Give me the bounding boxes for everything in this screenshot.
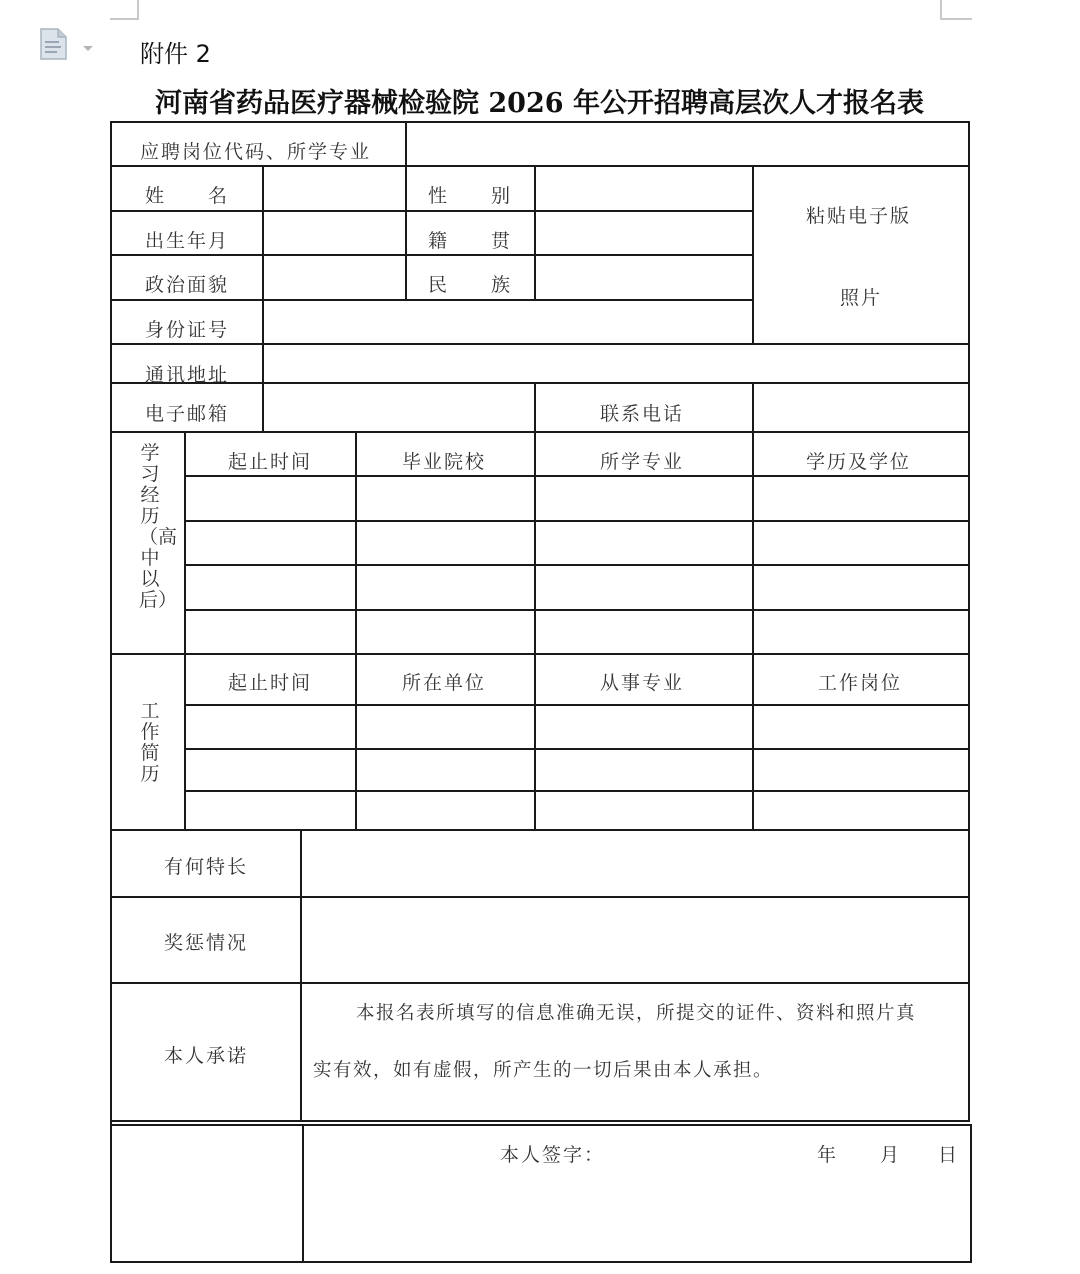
ethnicity-field[interactable]	[537, 257, 751, 298]
specialty-field[interactable]	[303, 832, 967, 895]
id-number-field[interactable]	[265, 302, 751, 342]
name-label: 姓 名	[145, 185, 230, 207]
rule	[110, 982, 970, 984]
rule	[110, 896, 970, 898]
rule	[968, 121, 970, 1122]
rule	[110, 829, 970, 831]
rule	[110, 1120, 970, 1122]
edu-col-degree: 学历及学位	[806, 451, 912, 473]
form-title: 河南省药品医疗器械检验院 2026 年公开招聘高层次人才报名表	[155, 88, 924, 119]
address-field[interactable]	[265, 346, 967, 381]
rule	[110, 653, 970, 655]
work-section-label: 工作简历	[140, 700, 160, 785]
rule	[110, 343, 970, 345]
gender-field[interactable]	[537, 168, 751, 209]
political-status-label: 政治面貌	[145, 274, 230, 296]
rule	[184, 704, 970, 706]
education-entry-area[interactable]	[187, 478, 967, 652]
signature-month: 月	[880, 1144, 902, 1166]
rule	[184, 475, 970, 477]
position-code-field[interactable]	[408, 124, 967, 164]
rule	[110, 431, 970, 433]
birth-label: 出生年月	[145, 230, 230, 252]
work-col-field: 从事专业	[600, 672, 685, 694]
awards-label: 奖惩情况	[164, 932, 249, 954]
education-section-label: 学习经历（高中以后）	[139, 442, 178, 611]
signature-day: 日	[938, 1144, 960, 1166]
signature-label: 本人签字：	[500, 1144, 606, 1166]
signature-field[interactable]	[305, 1127, 969, 1260]
edu-col-period: 起止时间	[228, 451, 313, 473]
photo-label-line2: 照片	[840, 287, 883, 309]
edu-col-major: 所学专业	[600, 451, 685, 473]
rule	[110, 1124, 972, 1126]
rule	[405, 165, 407, 299]
work-entry-area[interactable]	[187, 707, 967, 828]
rule	[110, 121, 112, 1263]
email-label: 电子邮箱	[145, 403, 230, 425]
gender-label: 性 别	[428, 185, 513, 207]
pledge-text-line2: 实有效，如有虚假，所产生的一切后果由本人承担。	[313, 1060, 774, 1081]
address-label: 通讯地址	[145, 364, 230, 386]
rule	[300, 829, 302, 1122]
document-icon[interactable]	[38, 28, 68, 60]
rule	[110, 210, 753, 212]
name-field[interactable]	[265, 168, 404, 209]
email-field[interactable]	[265, 385, 533, 430]
photo-upload-area[interactable]	[755, 168, 967, 342]
corner-mark-left-v	[137, 0, 139, 19]
attachment-label: 附件 2	[140, 40, 211, 68]
rule	[110, 382, 970, 384]
pledge-text-line1: 本报名表所填写的信息准确无误，所提交的证件、资料和照片真	[356, 1003, 917, 1024]
corner-mark-right-v	[940, 0, 942, 19]
rule	[970, 1124, 972, 1263]
specialty-label: 有何特长	[164, 856, 249, 878]
rule	[262, 165, 264, 431]
rule	[110, 1261, 972, 1263]
chevron-down-icon[interactable]	[82, 38, 94, 46]
rule	[110, 121, 970, 123]
rule	[110, 165, 970, 167]
work-col-period: 起止时间	[228, 672, 313, 694]
phone-field[interactable]	[755, 385, 967, 430]
native-place-label: 籍 贯	[428, 230, 513, 252]
phone-label: 联系电话	[600, 403, 685, 425]
birth-field[interactable]	[265, 213, 404, 253]
corner-mark-right-h	[940, 18, 972, 20]
awards-field[interactable]	[303, 899, 967, 981]
rule	[752, 165, 754, 343]
rule	[110, 299, 753, 301]
political-status-field[interactable]	[265, 257, 404, 298]
rule	[302, 1124, 304, 1263]
photo-label-line1: 粘贴电子版	[806, 205, 912, 227]
corner-mark-left-h	[110, 18, 139, 20]
signature-year: 年	[817, 1144, 839, 1166]
pledge-label: 本人承诺	[164, 1045, 249, 1067]
work-col-employer: 所在单位	[402, 672, 487, 694]
native-place-field[interactable]	[537, 213, 751, 253]
position-code-label: 应聘岗位代码、所学专业	[140, 141, 372, 163]
ethnicity-label: 民 族	[428, 274, 513, 296]
rule	[534, 165, 536, 299]
rule	[405, 121, 407, 165]
work-col-position: 工作岗位	[818, 672, 903, 694]
rule	[110, 254, 753, 256]
edu-col-school: 毕业院校	[402, 451, 487, 473]
id-number-label: 身份证号	[145, 319, 230, 341]
rule	[184, 431, 186, 829]
